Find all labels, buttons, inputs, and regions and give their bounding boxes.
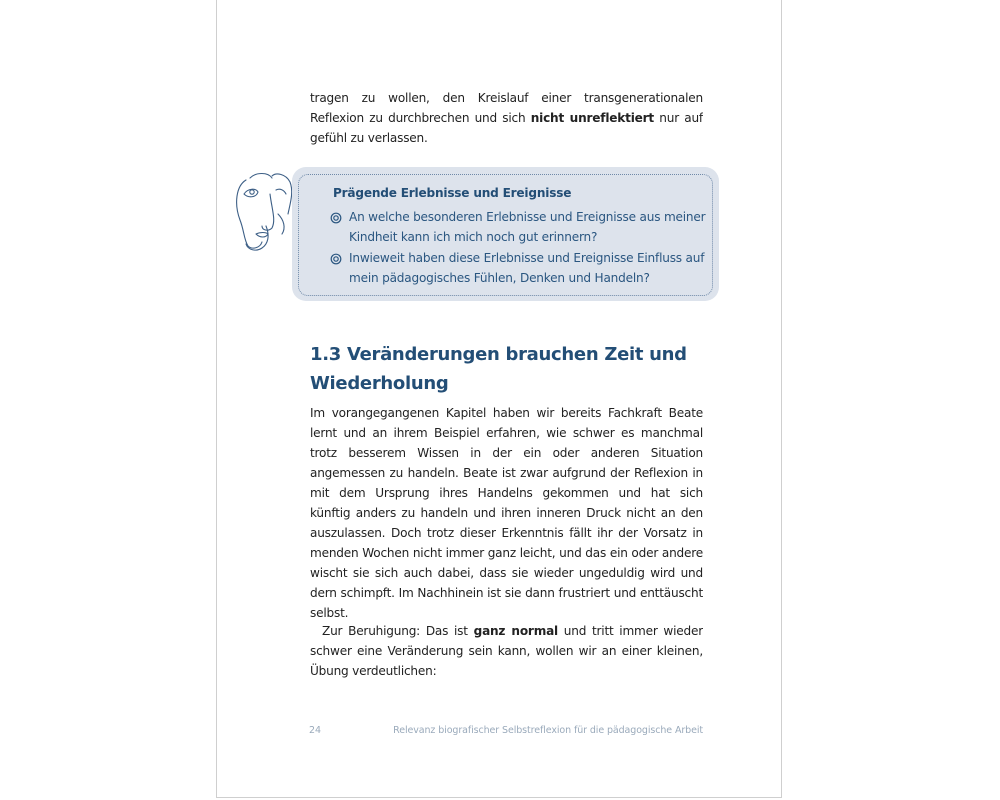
paragraph-line: künftig anders zu handeln und ihren inneren Druck nicht an den bbox=[310, 506, 703, 520]
target-bullet-icon bbox=[330, 212, 342, 224]
paragraph-line: Im vorangegangenen Kapitel haben wir bereits Fachkraft Beate bbox=[310, 406, 703, 420]
face-line-art-icon bbox=[232, 170, 296, 254]
reflection-question-2: Inwieweit haben diese Erlebnisse und Ereignisse Einfluss auf mein pädagogisches Fühlen, Denken und Handeln? bbox=[349, 251, 705, 285]
running-footer-title: Relevanz biografischer Selbstreflexion für die pädagogische Arbeit bbox=[393, 725, 703, 736]
emphasis-text: ganz normal bbox=[473, 624, 559, 638]
paragraph-line: menden Wochen nicht immer ganz leicht, und das ein oder andere bbox=[310, 546, 703, 560]
paragraph-line: lernt und an ihrem Beispiel erfahren, wie schwer es manchmal bbox=[310, 426, 703, 440]
paragraph-line: mit dem Ursprung ihres Handelns gekommen und hat sich bbox=[310, 486, 703, 500]
paragraph-line: schwer eine Veränderung sein kann, wollen wir an einer kleinen, bbox=[310, 644, 703, 658]
intro-line-2: Reflexion zu durchbrechen und sich nicht unreflektiert nur auf bbox=[310, 111, 703, 125]
emphasis-text: nicht unreflektiert bbox=[530, 111, 654, 125]
paragraph-line: trotz besserem Wissen in der ein oder anderen Situation bbox=[310, 446, 703, 460]
paragraph-line: auszulassen. Doch trotz dieser Erkenntnis fällt ihr der Vorsatz in bbox=[310, 526, 703, 540]
intro-line-1: tragen zu wollen, den Kreislauf einer transgenerationalen bbox=[310, 91, 703, 105]
target-bullet-icon bbox=[330, 253, 342, 265]
paragraph-line: Zur Beruhigung: Das ist ganz normal und tritt immer wieder bbox=[322, 624, 703, 638]
paragraph-line: angemessen zu handeln. Beate ist zwar aufgrund der Reflexion in bbox=[310, 466, 703, 480]
paragraph-line: dern schimpft. Im Nachhinein ist sie dann frustriert und enttäuscht bbox=[310, 586, 703, 600]
paragraph-line: wischt sie sich auch dabei, dass sie wieder ungeduldig wird und bbox=[310, 566, 703, 580]
body-paragraph-2 bbox=[310, 621, 703, 681]
intro-line-3: gefühl zu verlassen. bbox=[310, 131, 428, 145]
section-heading: 1.3 Veränderungen brauchen Zeit und Wiederholung bbox=[310, 344, 687, 394]
paragraph-line: Übung verdeutlichen: bbox=[310, 664, 437, 678]
body-paragraph-1 bbox=[310, 403, 703, 623]
reflection-question-1: An welche besonderen Erlebnisse und Ereignisse aus meiner Kindheit kann ich mich noch gut erinnern? bbox=[349, 210, 706, 244]
intro-paragraph bbox=[310, 88, 703, 148]
paragraph-line: selbst. bbox=[310, 606, 349, 620]
reflection-box-title: Prägende Erlebnisse und Ereignisse bbox=[333, 186, 572, 200]
page-number: 24 bbox=[309, 725, 322, 736]
